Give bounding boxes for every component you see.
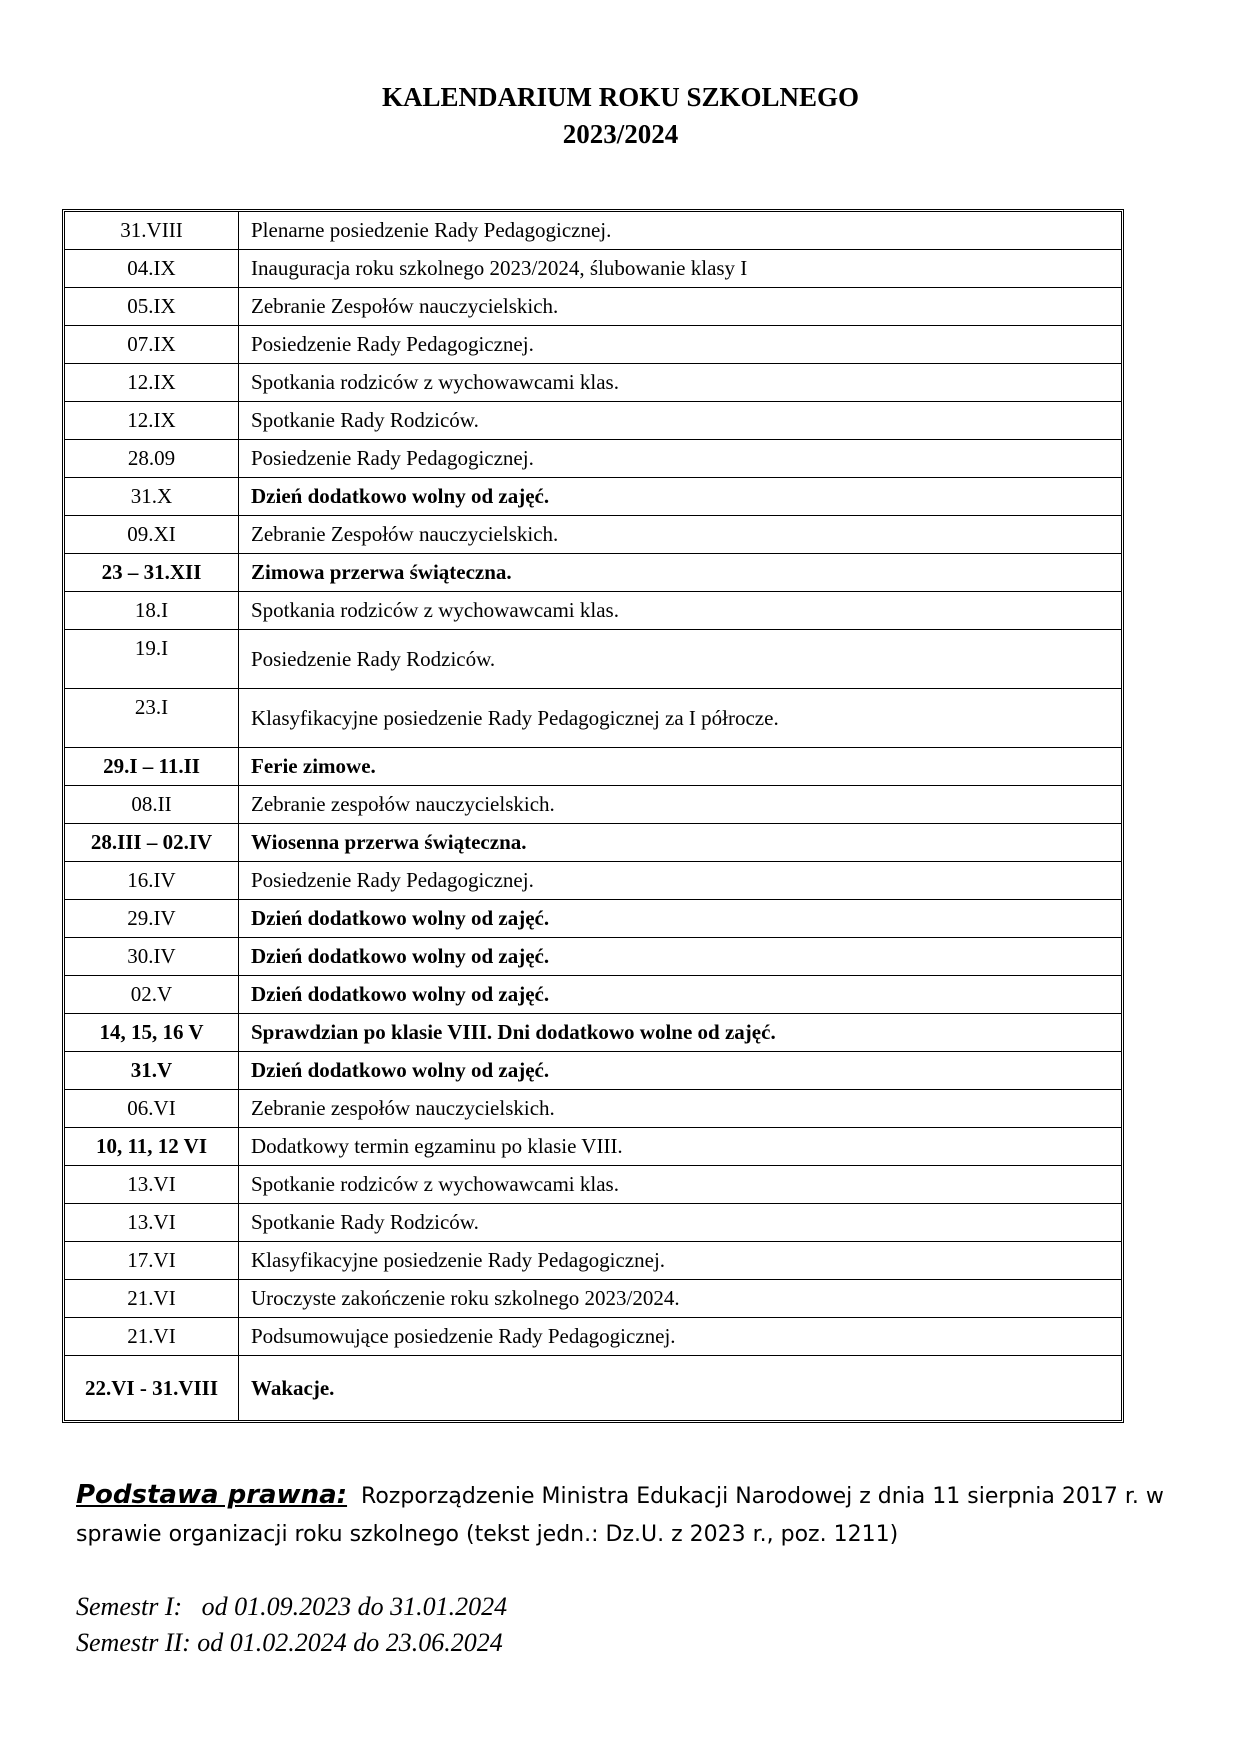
table-row — [65, 689, 1121, 748]
row-date: 14, 15, 16 V — [65, 1014, 239, 1052]
table-row — [65, 1318, 1121, 1356]
table-row — [65, 364, 1121, 402]
row-date: 12.IX — [65, 402, 239, 440]
row-date: 19.I — [65, 630, 239, 689]
table-row — [65, 1052, 1121, 1090]
table-row — [65, 1280, 1121, 1318]
page-subtitle-year: 2023/2024 — [562, 119, 679, 149]
table-row — [65, 748, 1121, 786]
row-description: Posiedzenie Rady Pedagogicznej. — [239, 862, 1122, 900]
table-row — [65, 1014, 1121, 1052]
table-row — [65, 900, 1121, 938]
row-date: 05.IX — [65, 288, 239, 326]
row-description: Zebranie Zespołów nauczycielskich. — [239, 516, 1122, 554]
table-row — [65, 592, 1121, 630]
table-row — [65, 326, 1121, 364]
table-row — [65, 1242, 1121, 1280]
table-row — [65, 1128, 1121, 1166]
row-date: 21.VI — [65, 1318, 239, 1356]
row-date: 23.I — [65, 689, 239, 748]
row-date: 04.IX — [65, 250, 239, 288]
row-description: Posiedzenie Rady Rodziców. — [239, 630, 1122, 689]
row-date: 28.III – 02.IV — [65, 824, 239, 862]
legal-basis — [76, 1476, 1176, 1554]
row-description: Sprawdzian po klasie VIII. Dni dodatkowo wolne od zajęć. — [239, 1014, 1122, 1052]
row-description: Wakacje. — [239, 1356, 1122, 1421]
row-date: 31.V — [65, 1052, 239, 1090]
row-date: 21.VI — [65, 1280, 239, 1318]
table-row — [65, 630, 1121, 689]
row-description: Ferie zimowe. — [239, 748, 1122, 786]
row-description: Zimowa przerwa świąteczna. — [239, 554, 1122, 592]
semester-dates — [76, 1589, 507, 1661]
row-description: Klasyfikacyjne posiedzenie Rady Pedagogicznej. — [239, 1242, 1122, 1280]
table-row — [65, 786, 1121, 824]
table-row — [65, 212, 1121, 250]
row-description: Spotkania rodziców z wychowawcami klas. — [239, 592, 1122, 630]
row-description: Spotkania rodziców z wychowawcami klas. — [239, 364, 1122, 402]
row-date: 02.V — [65, 976, 239, 1014]
row-description: Uroczyste zakończenie roku szkolnego 2023/2024. — [239, 1280, 1122, 1318]
table-row — [65, 824, 1121, 862]
table-row — [65, 516, 1121, 554]
table-row — [65, 478, 1121, 516]
row-date: 08.II — [65, 786, 239, 824]
row-date: 23 – 31.XII — [65, 554, 239, 592]
row-date: 29.I – 11.II — [65, 748, 239, 786]
table-row — [65, 554, 1121, 592]
row-description: Dzień dodatkowo wolny od zajęć. — [239, 478, 1122, 516]
legal-basis-text: Rozporządzenie Ministra Edukacji Narodowej z dnia 11 sierpnia 2017 r. w sprawie organizacji roku szkolnego (tekst jedn.: Dz.U. z 2023 r., poz. 1211) — [76, 1484, 1164, 1547]
table-row — [65, 976, 1121, 1014]
row-date: 28.09 — [65, 440, 239, 478]
row-description: Dzień dodatkowo wolny od zajęć. — [239, 976, 1122, 1014]
row-date: 12.IX — [65, 364, 239, 402]
row-date: 07.IX — [65, 326, 239, 364]
table-row — [65, 1090, 1121, 1128]
row-description: Dzień dodatkowo wolny od zajęć. — [239, 938, 1122, 976]
table-row — [65, 440, 1121, 478]
row-description: Spotkanie rodziców z wychowawcami klas. — [239, 1166, 1122, 1204]
page-title: KALENDARIUM ROKU SZKOLNEGO — [381, 82, 860, 112]
row-description: Podsumowujące posiedzenie Rady Pedagogicznej. — [239, 1318, 1122, 1356]
table-row — [65, 1166, 1121, 1204]
row-date: 13.VI — [65, 1204, 239, 1242]
row-description: Dzień dodatkowo wolny od zajęć. — [239, 900, 1122, 938]
semester-1: Semestr I: od 01.09.2023 do 31.01.2024 — [76, 1592, 508, 1621]
row-description: Dzień dodatkowo wolny od zajęć. — [239, 1052, 1122, 1090]
legal-basis-label: Podstawa prawna: — [76, 1480, 348, 1510]
row-description: Zebranie Zespołów nauczycielskich. — [239, 288, 1122, 326]
row-date: 06.VI — [65, 1090, 239, 1128]
semester-2: Semestr II: od 01.02.2024 do 23.06.2024 — [76, 1628, 503, 1657]
row-description: Spotkanie Rady Rodziców. — [239, 402, 1122, 440]
row-date: 29.IV — [65, 900, 239, 938]
row-description: Zebranie zespołów nauczycielskich. — [239, 1090, 1122, 1128]
row-description: Wiosenna przerwa świąteczna. — [239, 824, 1122, 862]
row-description: Spotkanie Rady Rodziców. — [239, 1204, 1122, 1242]
row-description: Klasyfikacyjne posiedzenie Rady Pedagogicznej za I półrocze. — [239, 689, 1122, 748]
row-date: 22.VI - 31.VIII — [65, 1356, 239, 1421]
row-description: Dodatkowy termin egzaminu po klasie VIII. — [239, 1128, 1122, 1166]
row-description: Posiedzenie Rady Pedagogicznej. — [239, 326, 1122, 364]
row-date: 10, 11, 12 VI — [65, 1128, 239, 1166]
row-date: 18.I — [65, 592, 239, 630]
table-row — [65, 1204, 1121, 1242]
row-description: Inauguracja roku szkolnego 2023/2024, ślubowanie klasy I — [239, 250, 1122, 288]
calendar-table-frame — [62, 209, 1124, 1423]
row-date: 31.VIII — [65, 212, 239, 250]
calendar-table — [65, 212, 1121, 1420]
row-date: 09.XI — [65, 516, 239, 554]
table-row — [65, 938, 1121, 976]
row-date: 13.VI — [65, 1166, 239, 1204]
row-description: Plenarne posiedzenie Rady Pedagogicznej. — [239, 212, 1122, 250]
row-description: Posiedzenie Rady Pedagogicznej. — [239, 440, 1122, 478]
row-description: Zebranie zespołów nauczycielskich. — [239, 786, 1122, 824]
row-date: 17.VI — [65, 1242, 239, 1280]
table-row — [65, 1356, 1121, 1421]
table-row — [65, 862, 1121, 900]
row-date: 31.X — [65, 478, 239, 516]
table-row — [65, 288, 1121, 326]
table-row — [65, 402, 1121, 440]
row-date: 16.IV — [65, 862, 239, 900]
row-date: 30.IV — [65, 938, 239, 976]
table-row — [65, 250, 1121, 288]
